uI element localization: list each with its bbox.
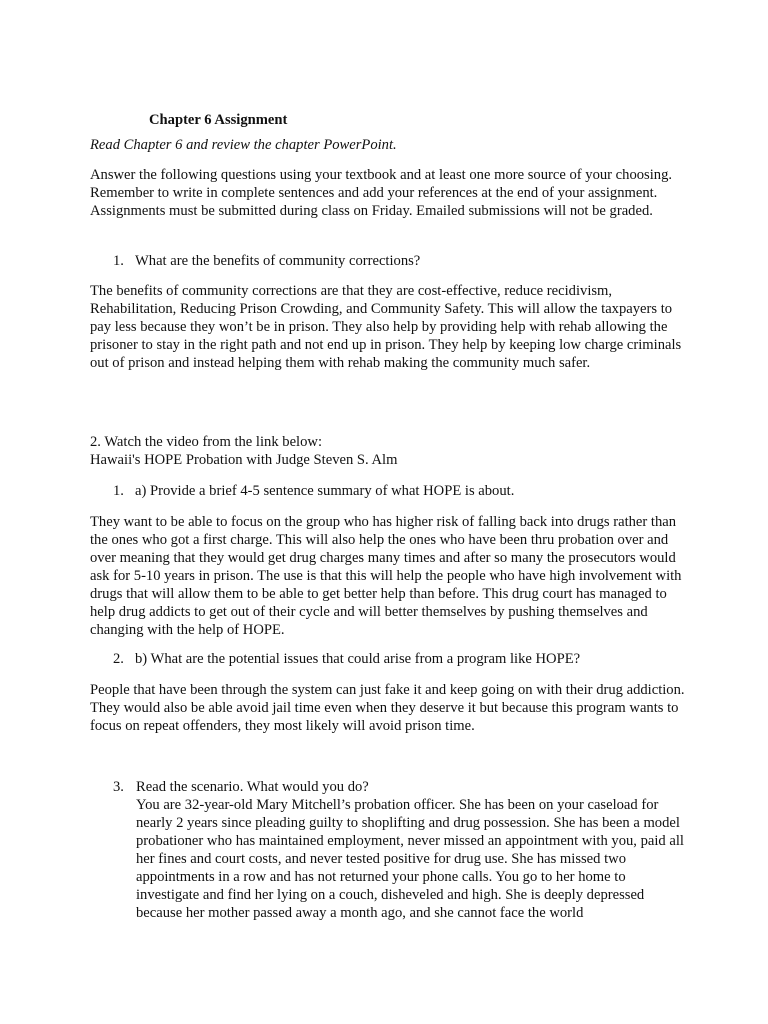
question-3-text: Read the scenario. What would you do? — [136, 779, 369, 795]
question-3-body — [136, 778, 686, 922]
question-2a-number: 1. — [113, 483, 124, 499]
question-1-number: 1. — [113, 253, 124, 269]
question-2b-number: 2. — [113, 651, 124, 667]
hope-video-link[interactable]: Hawaii's HOPE Probation with Judge Steven S. Alm — [90, 452, 398, 468]
question-1-text: What are the benefits of community corrections? — [135, 253, 421, 269]
answer-2a-paragraph: They want to be able to focus on the group who has higher risk of falling back into drugs rather than the ones who got a first charge. This will also help the ones who have been thru probation over and over meaning that they would get drug charges many times and after so many the prosecutors would ask for 5-10 years in prison. The use is that this will help the people who have high involvement with drugs that will allow them to be able to get better help than before. This drug court has managed to help drug addicts to get out of their cycle and will better themselves by pushing themselves and changing with the help of HOPE. — [90, 514, 682, 638]
assignment-title: Chapter 6 Assignment — [149, 112, 288, 128]
question-2a-text: a) Provide a brief 4-5 sentence summary of what HOPE is about. — [135, 483, 515, 499]
instructions-paragraph: Answer the following questions using your textbook and at least one more source of your choosing. Remember to write in complete sentences and add your references at the end of your assignment. Assignments must be submitted during class on Friday. Emailed submissions will not be graded. — [90, 167, 673, 219]
question-2-heading: 2. Watch the video from the link below: — [90, 434, 323, 450]
question-3-scenario: You are 32-year-old Mary Mitchell’s probation officer. She has been on your caseload for nearly 2 years since pleading guilty to shoplifting and drug possession. She has been a model probationer who has maintained employment, never missed an appointment with you, paid all her fines and court costs, and never tested positive for drug use. She has missed two appointments in a row and has not returned your phone calls. You go to her home to investigate and find her lying on a couch, disheveled and high. She is deeply depressed because her mother passed away a month ago, and she cannot face the world — [136, 797, 684, 921]
answer-2b-paragraph: People that have been through the system can just fake it and keep going on with their drug addiction. They would also be able avoid jail time even when they deserve it but because this program wants to focus on repeat offenders, they most likely will avoid prison time. — [90, 682, 685, 734]
reading-instruction: Read Chapter 6 and review the chapter PowerPoint. — [90, 137, 397, 153]
question-3-number: 3. — [113, 779, 124, 795]
answer-1-paragraph: The benefits of community corrections are that they are cost-effective, reduce recidivism, Rehabilitation, Reducing Prison Crowding, and Community Safety. This will allow the taxpayers to pay less because they won’t be in prison. They also help by providing help with rehab allowing the prisoner to stay in the right path and not end up in prison. They help by keeping low charge criminals out of prison and instead helping them with rehab making the community much safer. — [90, 283, 682, 371]
question-2b-text: b) What are the potential issues that could arise from a program like HOPE? — [135, 651, 581, 667]
